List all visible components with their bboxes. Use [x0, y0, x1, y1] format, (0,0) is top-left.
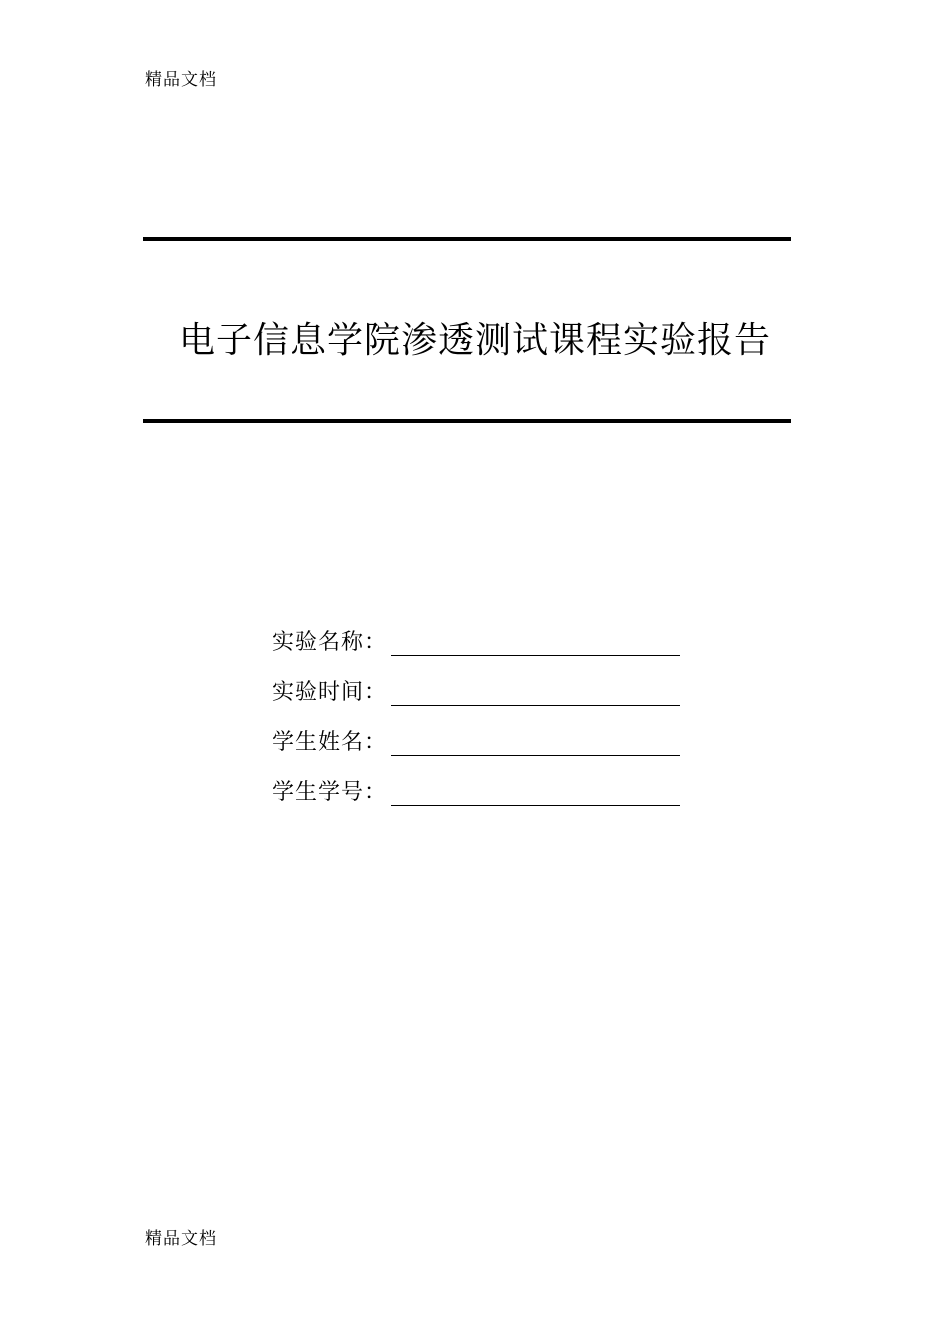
title-bottom-rule: [143, 419, 791, 423]
report-title: 电子信息学院渗透测试课程实验报告: [178, 320, 771, 361]
field-row-experiment-name: [272, 608, 692, 658]
field-blank-student-id: [391, 805, 680, 806]
field-blank-experiment-time: [391, 705, 680, 706]
field-row-student-name: [272, 708, 692, 758]
field-label-experiment-time: 实验时间：: [272, 680, 388, 705]
field-label-student-name: 学生姓名：: [272, 730, 388, 755]
field-row-student-id: [272, 758, 692, 808]
field-row-experiment-time: [272, 658, 692, 708]
field-blank-experiment-name: [391, 655, 680, 656]
page-header: 精品文档: [145, 70, 217, 90]
field-label-student-id: 学生学号：: [272, 780, 388, 805]
title-top-rule: [143, 237, 791, 241]
page-footer: 精品文档: [145, 1229, 217, 1249]
report-info-fields: [272, 608, 692, 808]
field-label-experiment-name: 实验名称：: [272, 630, 388, 655]
field-blank-student-name: [391, 755, 680, 756]
